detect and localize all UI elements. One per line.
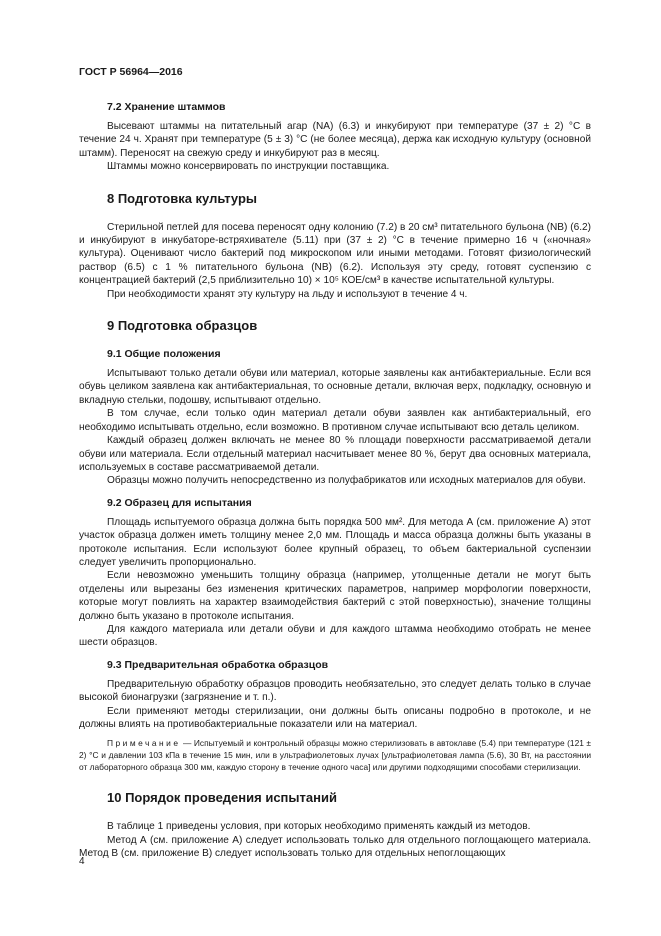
page-content	[79, 92, 591, 860]
section-9-1-heading: 9.1 Общие положения	[107, 348, 221, 361]
note	[79, 738, 591, 773]
paragraph: Стерильной петлей для посева переносят одну колонию (7.2) в 20 см³ питательного бульона (NB) (6.2) и инкубируют в инкубаторе-встряхивателе (5.11) при (37 ± 2) °С в течение примерно 16 ч («ночная» культура). Оценивают число бактерий под микроскопом или иными методами. Готовят физиологический раствор (6.5) с 1 % питательного бульона (NB) (6.2). Используя эту среду, готовят суспензию с концентрацией бактерий (2,5 приблизительно 10) × 10⁵ КОЕ/см³ в качестве испытательной культуры.	[79, 221, 591, 287]
section-9-heading: 9 Подготовка образцов	[107, 318, 258, 334]
paragraph: Каждый образец должен включать не менее 80 % площади поверхности рассматриваемой детали обуви или материала. Если отдельный материал насчитывает менее 80 %, берут два основных материала, используемых в составе рассматриваемой детали.	[79, 435, 591, 473]
section-9-3-heading: 9.3 Предварительная обработка образцов	[107, 658, 329, 671]
section-8-heading: 8 Подготовка культуры	[107, 190, 258, 206]
page-number: 4	[79, 856, 85, 867]
paragraph: Штаммы можно консервировать по инструкции поставщика.	[107, 161, 390, 173]
paragraph: Метод А (см. приложение А) следует использовать только для отдельного поглощающего материала. Метод В (см. приложение В) следует использовать только для отдельных непоглощающих	[79, 834, 591, 859]
note-label: Примечание	[107, 738, 181, 749]
paragraph: Образцы можно получить непосредственно из полуфабрикатов или исходных материалов для обуви.	[107, 475, 586, 487]
section-7-2-heading: 7.2 Хранение штаммов	[107, 101, 226, 113]
paragraph: Для каждого материала или детали обуви и для каждого штамма необходимо отобрать не менее шести образцов.	[79, 623, 591, 649]
section-10-heading: 10 Порядок проведения испытаний	[107, 790, 337, 806]
paragraph: Предварительную обработку образцов проводить необязательно, это следует делать только в случае высокой бионагрузки (загрязнение и т. п.).	[79, 678, 591, 704]
paragraph: Площадь испытуемого образца должна быть порядка 500 мм². Для метода А (см. приложение А) этот участок образца должен иметь толщину менее 2,0 мм. Площадь и масса образца должны быть указаны в протоколе испытания. Если используют более крупный образец, то объем бактериальной суспензии следует увеличить пропорционально.	[79, 516, 591, 568]
paragraph: В таблице 1 приведены условия, при которых необходимо применять каждый из методов.	[107, 821, 531, 833]
paragraph: Испытывают только детали обуви или материал, которые заявлены как антибактериальные. Если вся обувь целиком заявлена как антибактериальная, то основные детали, включая верх, подкладку, основную и вкладную стельки, подошву, испытывают отдельно.	[79, 368, 591, 406]
paragraph: При необходимости хранят эту культуру на льду и используют в течение 4 ч.	[107, 288, 468, 300]
paragraph: Если применяют методы стерилизации, они должны быть описаны подробно в протоколе, и не должны влиять на противобактериальные показатели или на материал.	[79, 705, 591, 730]
paragraph: Высевают штаммы на питательный агар (NA) (6.3) и инкубируют при температуре (37 ± 2) °С в течение 24 ч. Хранят при температуре (5 ± 3) °С (не более месяца), держа как исходную культуру (основной штамм). Переносят на свежую среду и инкубируют раз в месяц.	[79, 121, 591, 159]
standard-header: ГОСТ Р 56964—2016	[79, 66, 183, 78]
paragraph: Если невозможно уменьшить толщину образца (например, утолщенные детали не могут быть отделены или вырезаны без изменения критических параметров, например морфологии поверхности, которые могут повлиять на характер взаимодействия бактерий с этой поверхностью), значение толщины должно быть указано в протоколе испытания.	[79, 570, 591, 622]
section-9-2-heading: 9.2 Образец для испытания	[107, 496, 252, 509]
note-text: — Испытуемый и контрольный образцы можно стерилизовать в автоклаве (5.4) при температуре (121 ± 2) °С и давлении 103 кПа в течение 15 мин, или в ультрафиолетовых лучах [ультрафиолетовая лампа (5.6), 30 Вт, на расстоянии от лабораторного образца 300 мм, каждую сторону в течение одного часа] или другими подходящими способами стерилизации.	[79, 738, 591, 772]
paragraph: В том случае, если только один материал детали обуви заявлен как антибактериальный, его необходимо испытывать отдельно, если возможно. В противном случае испытывают всю деталь целиком.	[79, 408, 591, 433]
